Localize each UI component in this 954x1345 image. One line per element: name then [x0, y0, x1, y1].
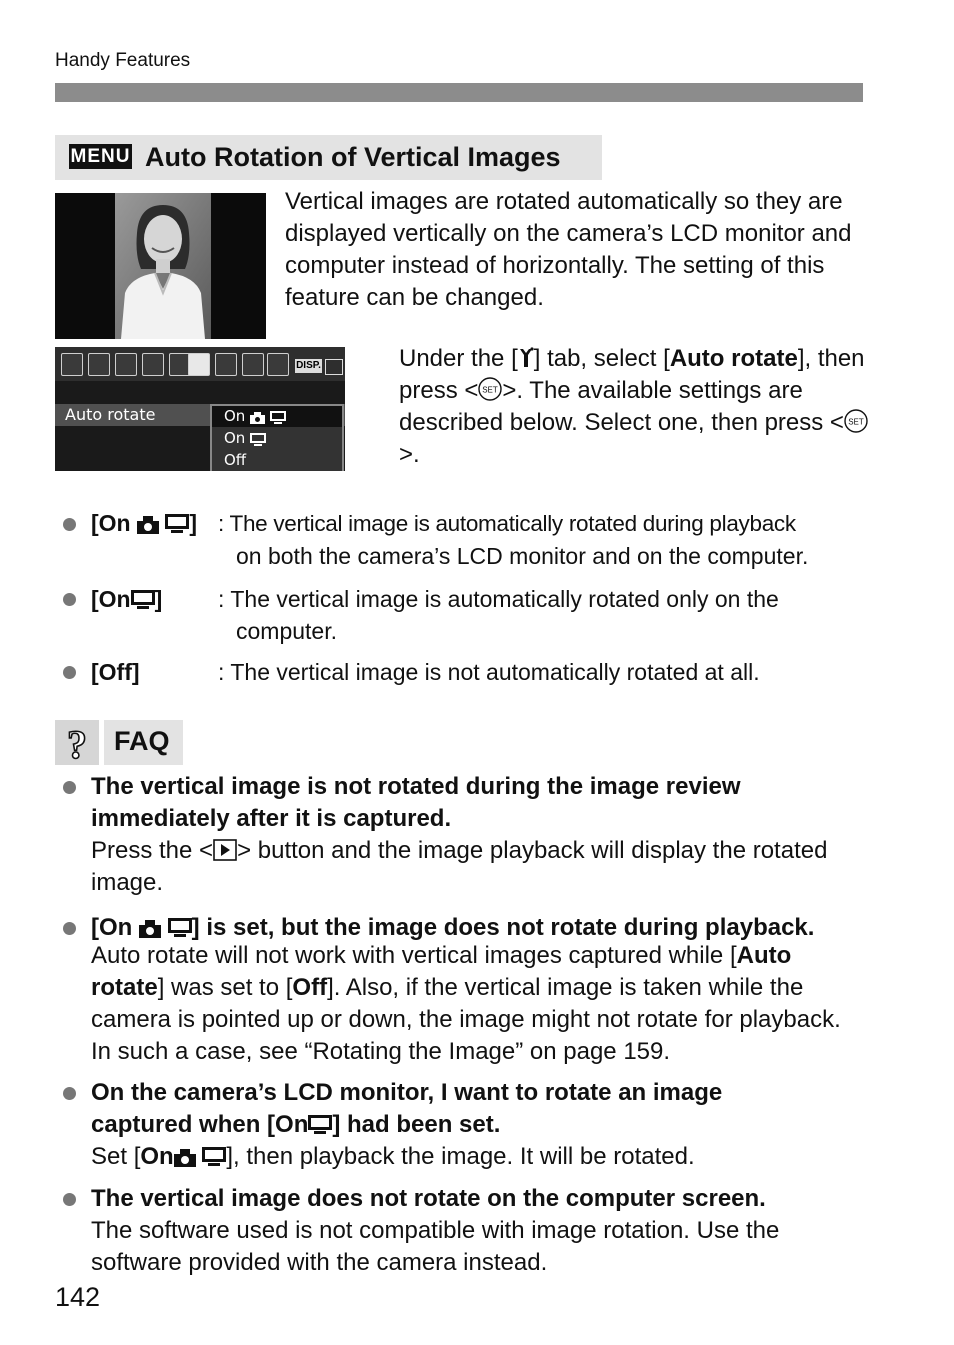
desc-line: : The vertical image is not automatically rotated at all. — [218, 659, 760, 685]
bullet — [63, 1193, 76, 1206]
term-text: [On — [91, 510, 131, 536]
setting-term-on-computer — [91, 583, 162, 615]
instruction-bold: Auto rotate — [669, 345, 798, 372]
quick-control-icon — [325, 359, 343, 375]
option-on-camera-computer — [212, 406, 342, 427]
faq-title: FAQ — [114, 726, 170, 756]
instruction-text: >. The available settings are described below. Select one, then press < — [399, 377, 844, 436]
section-title: Auto Rotation of Vertical Images — [145, 142, 561, 172]
instruction-text: ], then press < — [399, 345, 865, 404]
monitor-icon — [202, 1147, 226, 1167]
answer-text: ] was set to [ — [157, 974, 293, 1001]
set-button-icon — [844, 409, 868, 433]
faq-answer — [91, 1141, 866, 1173]
option-label: On — [224, 407, 246, 425]
shooting-tab — [88, 353, 110, 376]
answer-bold: Auto rotate — [91, 942, 792, 1001]
svg-text:SET: SET — [848, 417, 864, 427]
desc-line: computer. — [236, 618, 337, 644]
shooting-tab — [61, 353, 83, 376]
answer-text: Set [ — [91, 1143, 141, 1170]
instruction-text: Under the [ — [399, 345, 518, 372]
disp-badge: DISP. — [296, 360, 321, 371]
bullet — [63, 922, 76, 935]
monitor-icon — [131, 590, 155, 610]
shooting-tab — [115, 353, 137, 376]
options-panel — [210, 404, 344, 471]
camera-icon — [137, 516, 159, 534]
bullet — [63, 1087, 76, 1100]
answer-text: Auto rotate will not work with vertical images captured while [ — [91, 942, 737, 969]
set-button-icon — [478, 377, 502, 401]
monitor-icon — [250, 433, 266, 446]
svg-text:SET: SET — [482, 385, 499, 395]
term-text: ] — [154, 586, 163, 612]
setting-desc-off — [218, 656, 868, 688]
setup-tab — [242, 353, 264, 376]
answer-text: ]. Also, if the vertical image is taken while the camera is pointed up or down, the image might not rotate for playback. In such a case, see “Rotating the Image” on page 159. — [91, 974, 841, 1065]
faq-answer — [91, 940, 866, 1068]
answer-text: > button and the image playback will display the rotated image. — [91, 837, 828, 896]
option-off — [212, 450, 342, 471]
faq-answer — [91, 835, 866, 899]
svg-text:?: ? — [67, 722, 87, 765]
menu-icon: MENU — [70, 146, 131, 167]
instruction-text: ] tab, select [ — [533, 345, 670, 372]
auto-rotate-label: Auto rotate — [65, 405, 156, 424]
question-text: ] is set, but the image does not rotate during playback. — [191, 914, 815, 941]
question-text: ] had been set. — [332, 1111, 501, 1138]
setting-term-on-camera-computer — [91, 507, 197, 539]
desc-line: : The vertical image is automatically rotated only on the — [218, 586, 779, 612]
running-header: Handy Features — [55, 50, 191, 71]
setting-desc-on-computer — [218, 583, 868, 647]
answer-text: ], then playback the image. It will be rotated. — [226, 1143, 695, 1170]
faq-answer: The software used is not compatible with image rotation. Use the software provided with the camera instead. — [91, 1217, 780, 1276]
answer-bold: On — [140, 1143, 174, 1170]
faq-heading — [104, 720, 183, 765]
bullet — [63, 518, 76, 531]
header-bar — [55, 83, 863, 102]
option-label: On — [224, 429, 246, 447]
bullet — [63, 593, 76, 606]
setup-tab-active — [188, 353, 210, 376]
playback-tab — [142, 353, 164, 376]
option-label: Off — [224, 451, 247, 469]
desc-line: : The vertical image is automatically rotated during playback — [218, 511, 796, 536]
my-menu-tab — [267, 353, 289, 376]
setting-desc-on-camera-computer — [218, 507, 868, 572]
instruction-text: >. — [399, 441, 420, 468]
term-text: ] — [189, 510, 198, 536]
question-text: [On — [91, 914, 133, 941]
camera-icon — [174, 1149, 196, 1167]
answer-bold: Off — [292, 974, 328, 1001]
page-number: 142 — [55, 1282, 101, 1312]
monitor-icon — [165, 514, 189, 534]
sample-portrait-photo — [55, 193, 266, 339]
camera-icon — [139, 920, 161, 938]
bullet — [63, 781, 76, 794]
camera-icon — [250, 412, 265, 424]
question-text: On the camera’s LCD monitor, I want to rotate an image captured when [On — [91, 1079, 723, 1138]
setting-term-off: [Off] — [91, 659, 140, 685]
desc-line: on both the camera’s LCD monitor and on the computer. — [236, 543, 809, 569]
monitor-icon — [308, 1115, 332, 1135]
monitor-icon — [270, 411, 286, 424]
setup-tab — [215, 353, 237, 376]
faq-question — [91, 1077, 811, 1141]
monitor-icon — [168, 918, 192, 938]
wrench-icon — [518, 347, 534, 369]
faq-question: The vertical image is not rotated during the image review immediately after it is captured. — [91, 773, 741, 832]
camera-menu-screen — [55, 347, 345, 471]
menu-tabs — [55, 347, 345, 381]
instructions-paragraph — [399, 343, 869, 471]
bullet — [63, 666, 76, 679]
term-text: [On — [91, 586, 131, 612]
option-on-computer — [212, 428, 342, 449]
faq-question: The vertical image does not rotate on the computer screen. — [91, 1185, 766, 1212]
answer-text: Press the < — [91, 837, 214, 864]
section-heading — [55, 135, 602, 180]
question-icon — [55, 720, 99, 765]
intro-paragraph: Vertical images are rotated automatically so they are displayed vertically on the camera’s LCD monitor and computer instead of horizontally. The setting of this feature can be changed. — [285, 188, 852, 311]
playback-icon — [213, 839, 237, 861]
